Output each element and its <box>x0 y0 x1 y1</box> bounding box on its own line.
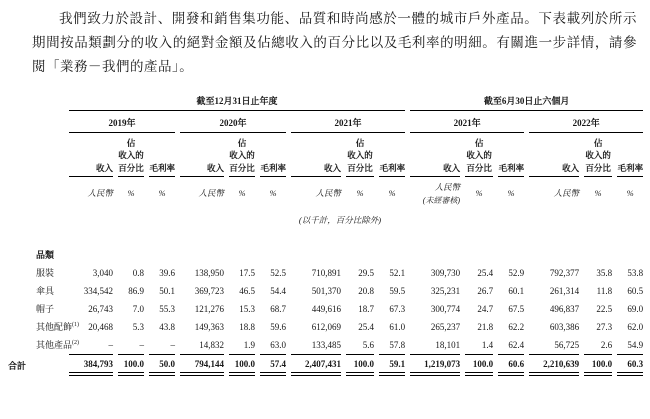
table-row <box>8 264 643 282</box>
unit-pct: % <box>475 188 483 199</box>
table-cell: 29.5 <box>358 267 374 278</box>
col-header-pct-line2: 收入的 <box>466 150 492 161</box>
col-header-pct <box>229 133 255 177</box>
col-header-pct-line3: 百分比 <box>466 162 492 173</box>
table-cell: 18.8 <box>239 321 255 332</box>
col-header-pct <box>346 133 374 177</box>
total-row <box>8 354 643 376</box>
corner-cell <box>8 133 64 177</box>
table-cell: 792,377 <box>549 267 580 278</box>
intro-paragraph: 我們致力於設計、開發和銷售集功能、品質和時尚感於一體的城市戶外產品。下表載列於所示期間按品類劃分的收入的絕對金額及佔總收入的百分比以及毛利率的明細。有關進一步詳情，請參閱「業務－我們的產品」。 <box>32 11 637 75</box>
table-cell: 25.4 <box>358 321 374 332</box>
row-label-cell <box>8 282 64 300</box>
total-cell: 59.1 <box>379 354 405 376</box>
table-cell: 86.9 <box>128 285 144 296</box>
table-cell: 603,386 <box>549 321 580 332</box>
table-cell: 21.8 <box>477 321 494 332</box>
table-cell: 69.0 <box>627 303 644 314</box>
unit-pct: % <box>238 188 246 199</box>
unit-rmb: 人民幣 <box>87 188 113 199</box>
col-header-revenue: 收入 <box>410 133 460 177</box>
col-header-pct <box>465 133 493 177</box>
table-cell: 52.1 <box>389 267 406 278</box>
col-header-pct-line1: 佔 <box>237 138 247 149</box>
col-header-revenue: 收入 <box>529 133 579 177</box>
table-cell: 309,730 <box>430 267 461 278</box>
table-cell: 5.3 <box>132 321 144 332</box>
table-cell: 20,468 <box>88 321 113 332</box>
total-cell: 100.0 <box>229 354 255 376</box>
table-cell: 62.2 <box>508 321 525 332</box>
col-header-margin: 毛利率 <box>617 133 643 177</box>
year-header-2022-interim: 2022年 <box>529 111 643 133</box>
table-cell: 261,314 <box>549 285 580 296</box>
table-cell: 53.8 <box>627 267 644 278</box>
table-cell: 61.0 <box>389 321 406 332</box>
table-cell: 121,276 <box>194 303 224 314</box>
year-header-2021: 2021年 <box>291 111 405 133</box>
table-cell: 334,542 <box>83 285 113 296</box>
total-cell: 57.4 <box>260 354 286 376</box>
table-cell: 1.9 <box>243 339 255 350</box>
col-header-pct-line3: 百分比 <box>118 162 144 173</box>
table-cell: 369,723 <box>194 285 224 296</box>
table-cell: 3,040 <box>92 267 113 278</box>
table-cell: 62.0 <box>627 321 644 332</box>
row-label-text: 傘具 <box>36 286 55 297</box>
unit-rmb: 人民幣 <box>553 188 580 199</box>
table-cell: 39.6 <box>159 267 175 278</box>
table-cell: 35.8 <box>596 267 613 278</box>
table-cell: 2.6 <box>600 339 613 350</box>
table-cell: 60.1 <box>508 285 525 296</box>
empty-cell <box>69 226 643 264</box>
total-cell: 100.0 <box>584 354 612 376</box>
table-cell: 67.5 <box>508 303 525 314</box>
table-cell: 17.5 <box>239 267 255 278</box>
total-cell: 384,793 <box>69 354 113 376</box>
col-header-revenue: 收入 <box>180 133 224 177</box>
table-cell: 57.8 <box>389 339 406 350</box>
table-cell: 18,101 <box>435 339 461 350</box>
unit-pct: % <box>269 188 277 199</box>
total-cell: 100.0 <box>118 354 144 376</box>
unit-rmb: 人民幣 <box>315 188 341 199</box>
table-cell: – <box>170 339 175 350</box>
total-cell: 60.6 <box>498 354 524 376</box>
table-cell: 612,069 <box>311 321 341 332</box>
unit-rmb-unaudited <box>410 177 460 206</box>
note-row <box>8 206 643 226</box>
row-label-cell <box>8 318 80 336</box>
table-cell: 26.7 <box>477 285 494 296</box>
row-label-text: 其他產品 <box>36 340 73 351</box>
table-cell: 63.0 <box>270 339 286 350</box>
table-cell: 20.8 <box>358 285 374 296</box>
total-cell: 100.0 <box>346 354 374 376</box>
col-header-margin: 毛利率 <box>379 133 405 177</box>
table-cell: 59.6 <box>270 321 286 332</box>
table-cell: 7.0 <box>132 303 144 314</box>
col-header-pct-line1: 佔 <box>593 138 603 149</box>
row-label-text: 其他配飾 <box>36 322 73 333</box>
table-cell: 54.9 <box>627 339 644 350</box>
col-header-pct-line1: 佔 <box>355 138 365 149</box>
col-header-pct-line3: 百分比 <box>585 162 611 173</box>
col-header-pct <box>118 133 144 177</box>
table-cell: 0.8 <box>132 267 144 278</box>
unit-pct: % <box>158 188 166 199</box>
table-cell: 5.6 <box>362 339 374 350</box>
total-cell: 2,407,431 <box>291 354 341 376</box>
total-cell: 60.3 <box>617 354 643 376</box>
unit-pct: % <box>507 188 515 199</box>
table-row <box>8 318 643 336</box>
table-row <box>8 282 643 300</box>
table-cell: 59.5 <box>389 285 406 296</box>
year-header-2021-interim: 2021年 <box>410 111 524 133</box>
table-cell: 300,774 <box>430 303 461 314</box>
corner-cell <box>8 206 64 226</box>
period-header-row <box>8 92 643 111</box>
col-header-pct <box>584 133 612 177</box>
table-cell: 67.3 <box>389 303 406 314</box>
note-unaudited: (未經審核) <box>422 195 461 205</box>
unit-rmb: 人民幣 <box>434 181 461 192</box>
row-label-cell <box>8 300 64 318</box>
table-cell: 265,237 <box>430 321 461 332</box>
table-row <box>8 336 643 354</box>
table-cell: 27.3 <box>596 321 613 332</box>
table-cell: 325,231 <box>430 285 461 296</box>
table-cell: 18.7 <box>358 303 374 314</box>
table-cell: 24.7 <box>477 303 494 314</box>
corner-cell <box>8 111 64 133</box>
table-cell: 54.4 <box>270 285 286 296</box>
total-cell: 1,219,073 <box>410 354 460 376</box>
year-header-2019: 2019年 <box>69 111 175 133</box>
table-cell: 449,616 <box>311 303 341 314</box>
footnote-marker: (1) <box>72 322 80 329</box>
total-cell: 50.0 <box>149 354 175 376</box>
table-cell: 50.1 <box>159 285 175 296</box>
corner-cell <box>8 177 64 206</box>
table-cell: 133,485 <box>311 339 341 350</box>
year-header-2020: 2020年 <box>180 111 286 133</box>
table-body <box>8 226 643 376</box>
table-cell: 43.8 <box>159 321 175 332</box>
col-header-pct-line2: 收入的 <box>118 150 144 161</box>
table-cell: 56,725 <box>554 339 580 350</box>
period-header-interim: 截至6月30日止六個月 <box>410 92 643 111</box>
col-header-pct-line1: 佔 <box>474 138 484 149</box>
table-cell: 15.3 <box>239 303 255 314</box>
col-header-pct-line2: 收入的 <box>585 150 611 161</box>
row-label-text: 服裝 <box>36 268 55 279</box>
category-header-row <box>8 226 643 264</box>
table-cell: 501,370 <box>311 285 341 296</box>
col-header-revenue: 收入 <box>291 133 341 177</box>
table-cell: – <box>108 339 113 350</box>
unit-pct: % <box>594 188 602 199</box>
note-thousands: (以千計，百分比除外) <box>298 214 382 225</box>
table-cell: 710,891 <box>311 267 341 278</box>
row-label-cell <box>8 264 64 282</box>
revenue-by-category-table <box>3 92 648 376</box>
total-cell: 2,210,639 <box>529 354 579 376</box>
unit-pct: % <box>127 188 135 199</box>
table-cell: 14,832 <box>199 339 224 350</box>
table-cell: 46.5 <box>239 285 255 296</box>
col-header-pct-line3: 百分比 <box>229 162 255 173</box>
units-row <box>8 177 643 206</box>
col-header-pct-line3: 百分比 <box>347 162 373 173</box>
col-header-pct-line1: 佔 <box>126 138 136 149</box>
corner-cell <box>8 92 64 111</box>
empty-cell <box>410 206 643 226</box>
table-cell: 138,950 <box>194 267 224 278</box>
table-cell: 11.8 <box>596 285 613 296</box>
table-cell: 496,837 <box>549 303 580 314</box>
total-cell: 794,144 <box>180 354 224 376</box>
table-cell: 52.5 <box>270 267 286 278</box>
table-cell: 68.7 <box>270 303 286 314</box>
col-header-pct-line2: 收入的 <box>229 150 255 161</box>
table-cell: 62.4 <box>508 339 525 350</box>
table-cell: 52.9 <box>508 267 525 278</box>
col-header-margin: 毛利率 <box>260 133 286 177</box>
col-header-margin: 毛利率 <box>149 133 175 177</box>
total-cell: 100.0 <box>465 354 493 376</box>
col-header-revenue: 收入 <box>69 133 113 177</box>
total-label: 合計 <box>8 360 27 371</box>
table-cell: 22.5 <box>596 303 613 314</box>
col-header-pct-line2: 收入的 <box>347 150 373 161</box>
unit-pct: % <box>626 188 634 199</box>
unit-pct: % <box>388 188 396 199</box>
table-cell: – <box>139 339 144 350</box>
table-cell: 60.5 <box>627 285 644 296</box>
footnote-marker: (2) <box>72 340 80 347</box>
col-header-margin: 毛利率 <box>498 133 524 177</box>
table-cell: 1.4 <box>481 339 494 350</box>
row-label-cell <box>8 336 80 354</box>
table-row <box>8 300 643 318</box>
table-cell: 149,363 <box>194 321 224 332</box>
table-cell: 55.3 <box>159 303 175 314</box>
table-cell: 26,743 <box>88 303 113 314</box>
subheader-row <box>8 133 643 177</box>
year-header-row <box>8 111 643 133</box>
table-cell: 25.4 <box>477 267 494 278</box>
category-header: 品類 <box>36 249 55 260</box>
unit-pct: % <box>356 188 364 199</box>
period-header-annual: 截至12月31日止年度 <box>69 92 405 111</box>
unit-rmb: 人民幣 <box>198 188 224 199</box>
row-label-text: 帽子 <box>36 304 55 315</box>
